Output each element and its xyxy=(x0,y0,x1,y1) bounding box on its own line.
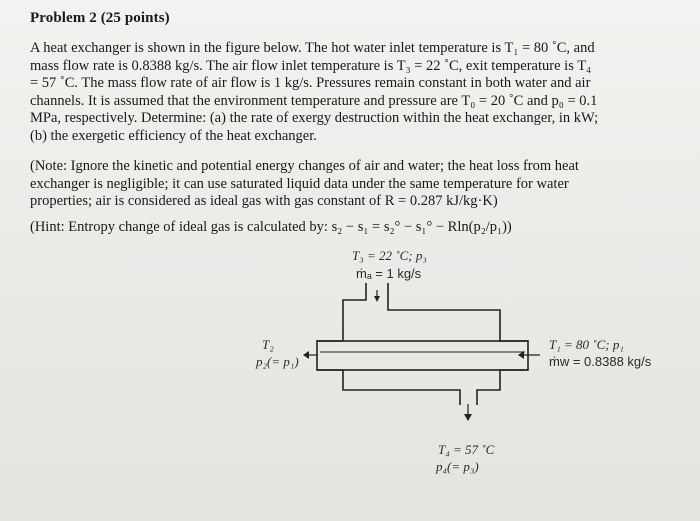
note-line: properties; air is considered as ideal gas with gas constant of R = 0.287 kJ/kg·K) xyxy=(30,193,498,209)
statement-line: mass flow rate is 0.8388 kg/s. The air flow inlet temperature is T₃ = 22 ˚C, exit temperature is T₄ xyxy=(30,57,592,74)
hint-line: (Hint: Entropy change of ideal gas is calculated by: s₂ − s₁ = s₂° − s₁° − Rln(p₂/p₁)) xyxy=(30,219,512,235)
statement-line: (b) the exergetic efficiency of the heat exchanger. xyxy=(30,127,317,144)
statement-line: = 57 ˚C. The mass flow rate of air flow is 1 kg/s. Pressures remain constant in both water and air xyxy=(30,75,591,91)
note-line: exchanger is negligible; it can use saturated liquid data under the same temperature for water xyxy=(30,175,569,192)
water-inlet-temp-label: T₁ = 80 ˚C; p₁ xyxy=(549,337,624,352)
water-inlet-flow-label: ṁw = 0.8388 kg/s xyxy=(549,354,652,369)
air-outlet-pressure-label: p₄(= p₃) xyxy=(436,459,479,474)
statement-line: A heat exchanger is shown in the figure below. The hot water inlet temperature is T₁ = 80 ˚C, and xyxy=(30,40,595,56)
water-outlet-pressure-label: p₂(= p₁) xyxy=(256,354,299,369)
statement-line: MPa, respectively. Determine: (a) the rate of exergy destruction within the heat exchanger, in kW; xyxy=(30,110,599,126)
statement-line: channels. It is assumed that the environment temperature and pressure are T₀ = 20 ˚C and p₀ = 0.1 xyxy=(30,92,598,109)
air-inlet-temp-label: T₃ = 22 ˚C; p₃ xyxy=(352,248,427,263)
air-channel-outline xyxy=(317,283,528,405)
note-line: (Note: Ignore the kinetic and potential energy changes of air and water; the heat loss from heat xyxy=(30,158,579,174)
water-tube xyxy=(317,341,528,370)
water-outlet-temp-label: T₂ xyxy=(262,337,274,352)
air-outlet-temp-label: T₄ = 57 ˚C xyxy=(438,442,495,457)
air-inlet-flow-label: ṁₐ = 1 kg/s xyxy=(356,266,422,281)
problem-title: Problem 2 (25 points) xyxy=(30,10,170,26)
